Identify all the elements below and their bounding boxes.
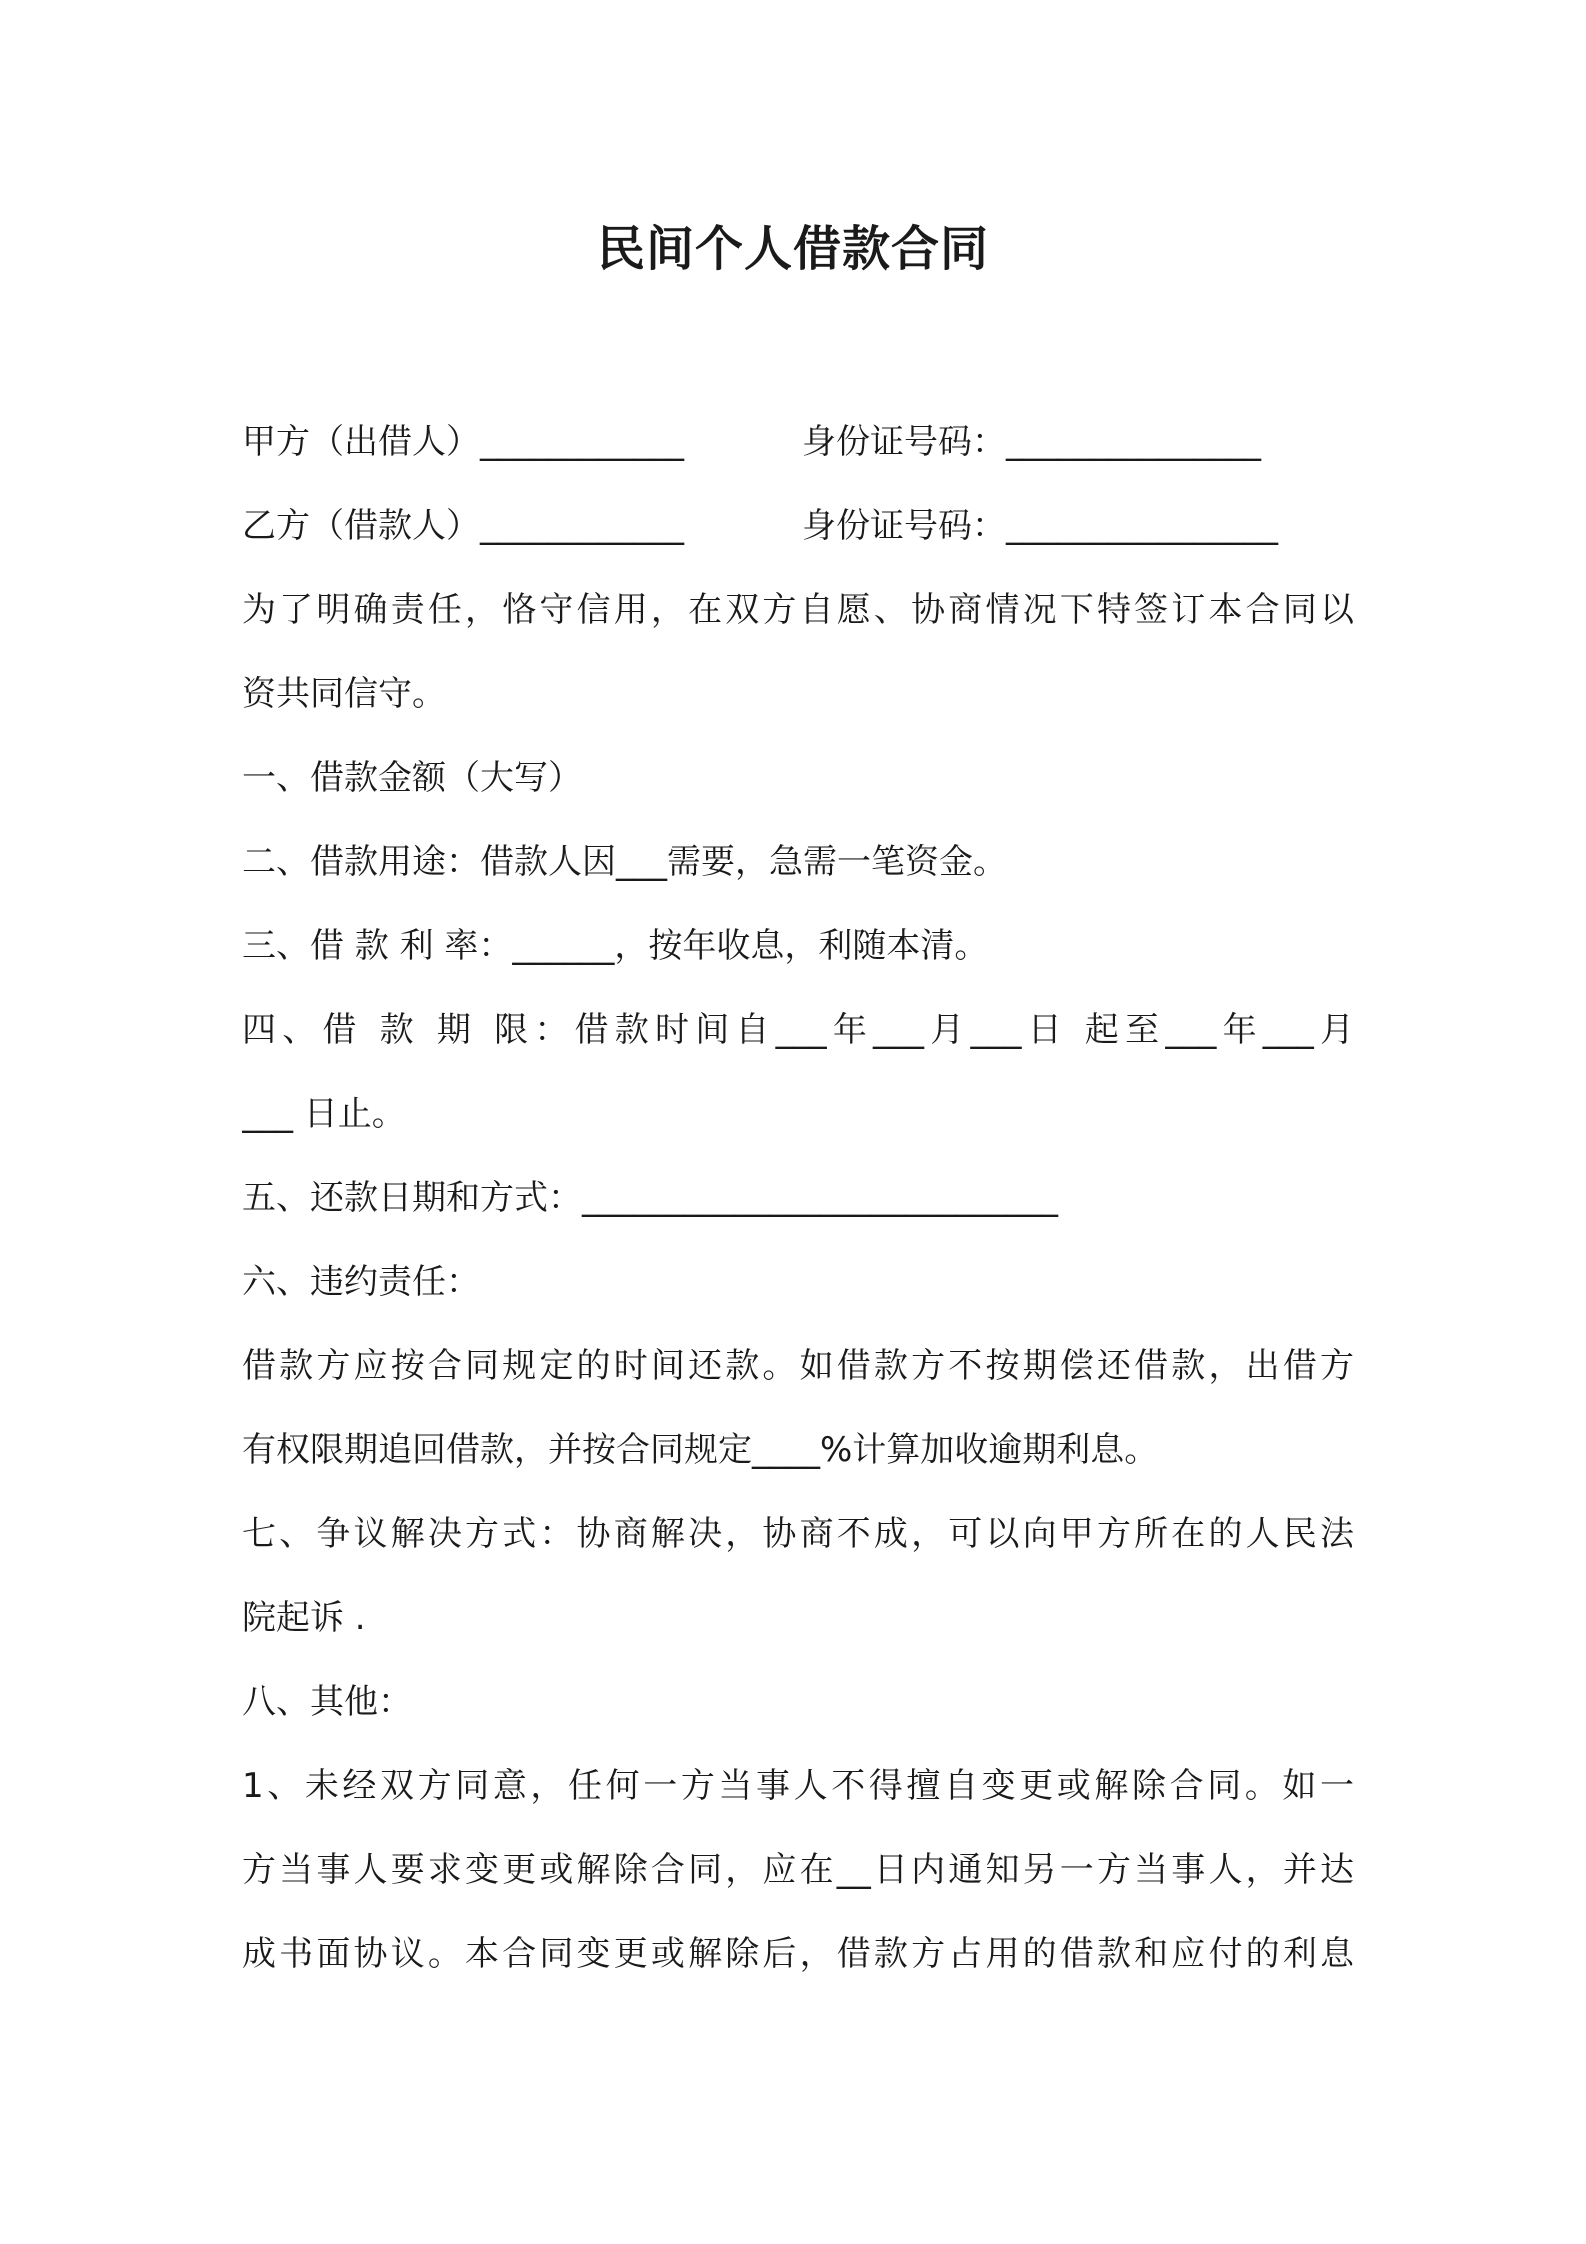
- party-a-label: 甲方（出借人）____________: [242, 422, 684, 462]
- paragraph-line: 为了明确责任，恪守信用，在双方自愿、协商情况下特签订本合同以: [242, 590, 1354, 630]
- clause-5-repayment: 五、还款日期和方式：____________________________: [242, 1178, 1058, 1218]
- clause-8-heading: 八、其他：: [242, 1682, 412, 1722]
- document-title: 民间个人借款合同: [596, 221, 989, 277]
- party-b-id-label: 身份证号码：________________: [802, 506, 1278, 546]
- party-a-id-label: 身份证号码：_______________: [802, 422, 1261, 462]
- clause-6-text-cont: 有权限期追回借款，并按合同规定____%计算加收逾期利息。: [242, 1430, 1159, 1470]
- clause-2-purpose: 二、借款用途：借款人因___需要，急需一笔资金。: [242, 842, 1007, 882]
- clause-4-term: 四、借 款 期 限：借款时间自___年___月___日 起至___年___月: [242, 1010, 1354, 1050]
- party-b-line: [242, 484, 1354, 568]
- party-b-label: 乙方（借款人）____________: [242, 506, 684, 546]
- party-a-line: [242, 400, 1354, 484]
- clause-1-amount: 一、借款金额（大写）: [242, 758, 582, 798]
- clause-6-text: 借款方应按合同规定的时间还款。如借款方不按期偿还借款，出借方: [242, 1346, 1354, 1386]
- clause-8-item-1: 1、未经双方同意，任何一方当事人不得擅自变更或解除合同。如一: [242, 1766, 1354, 1806]
- clause-4-term-cont: ___ 日止。: [242, 1094, 406, 1134]
- paragraph-line: 资共同信守。: [242, 674, 446, 714]
- clause-8-item-1-cont: 方当事人要求变更或解除合同，应在__日内通知另一方当事人，并达: [242, 1850, 1354, 1890]
- clause-6-heading: 六、违约责任：: [242, 1262, 480, 1302]
- clause-7-dispute-cont: 院起诉 .: [242, 1598, 366, 1638]
- clause-8-item-1-cont: 成书面协议。本合同变更或解除后，借款方占用的借款和应付的利息: [242, 1934, 1354, 1974]
- clause-3-rate: 三、借 款 利 率：______，按年收息，利随本清。: [242, 926, 989, 966]
- clause-7-dispute: 七、争议解决方式：协商解决，协商不成，可以向甲方所在的人民法: [242, 1514, 1354, 1554]
- document-body: [242, 400, 1354, 1996]
